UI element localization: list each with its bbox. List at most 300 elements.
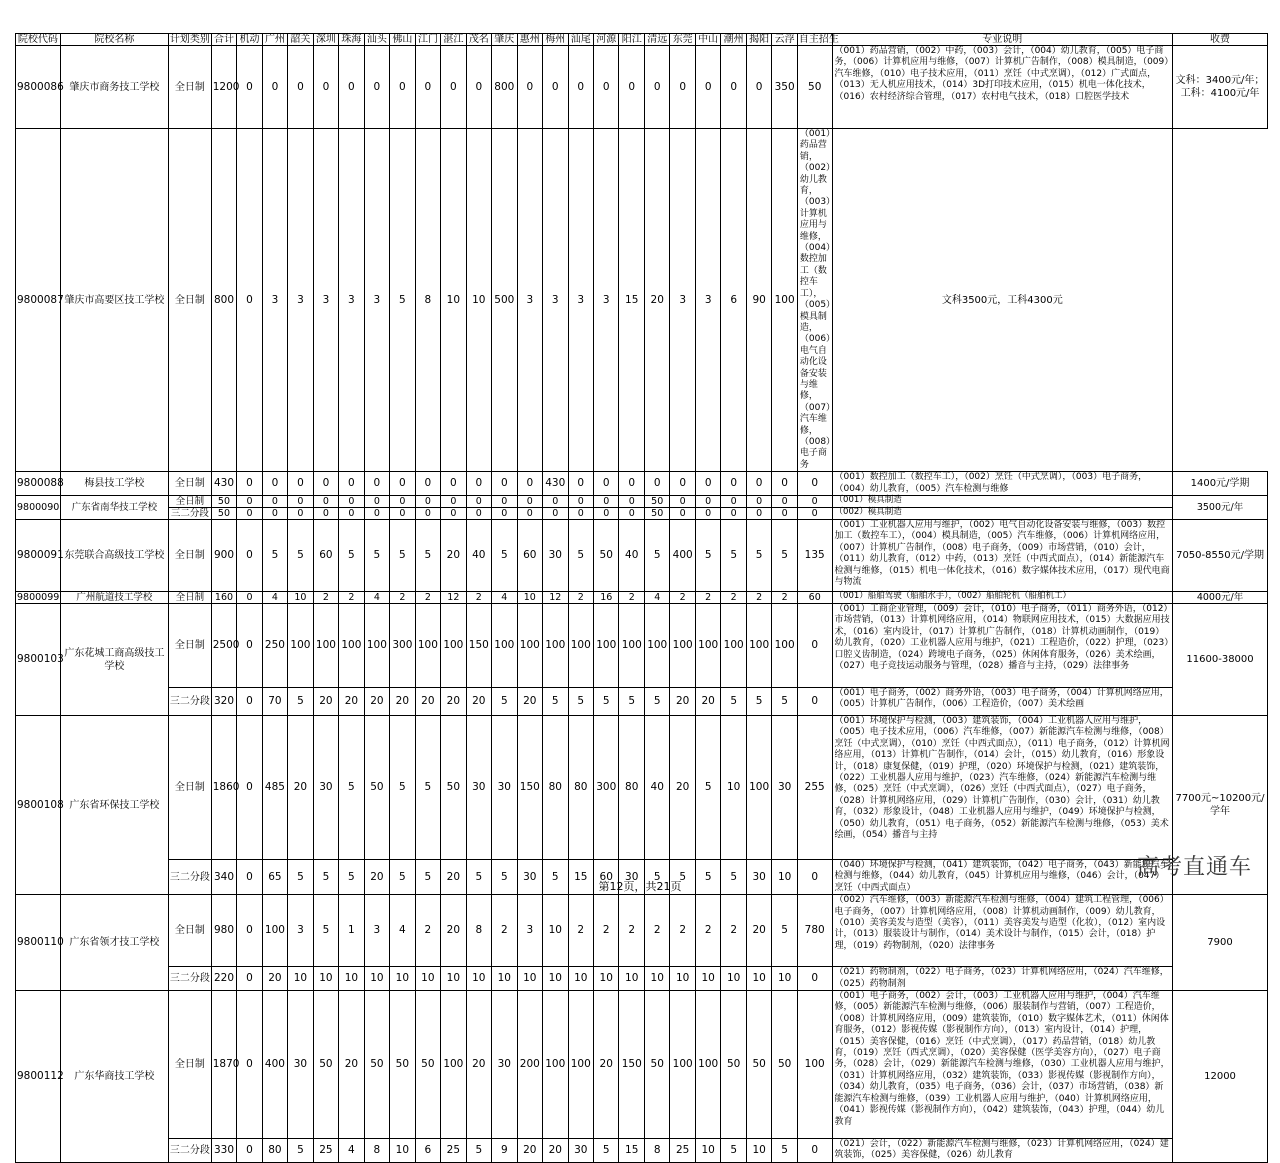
fee-cell: 7700元~10200元/学年	[1173, 716, 1268, 895]
quota-cell: 135	[797, 520, 832, 592]
quota-cell: 65	[262, 860, 287, 895]
quota-cell: 5	[746, 520, 771, 592]
quota-cell: 3	[313, 129, 338, 472]
table-row	[16, 508, 1268, 520]
quota-cell: 50	[746, 991, 771, 1139]
quota-cell: 0	[237, 967, 262, 991]
quota-cell: 0	[517, 508, 542, 520]
quota-cell: 100	[543, 604, 568, 688]
quota-cell: 30	[466, 716, 491, 860]
table-row	[16, 716, 1268, 860]
quota-cell: 15	[619, 129, 644, 472]
majors-cell: （001）电子商务，（002）会计，（003）工业机器人应用与维护，（004）汽车维修，（005）新能源汽车检测与维修，（006）服装制作与营销，（007）工程造价，（008）计算机网络应用，（009）建筑装饰，（010）数字媒体艺术，（011）休闲体育服务，（012）影视传媒（影视制作方向），（013）室内设计，（014）护理，（015）美容保健，（016）烹饪（中式烹调），（017）药品营销，（018）幼儿教育，（019）烹饪（西式烹调），（020）美容保健（医学美容方向），（027）电子商务，（028）会计，（029）新能源汽车检测与维修，（030）工业机器人应用与维护，（031）计算机网络应用，（032）建筑装饰，（033）影视传媒（影视制作方向），（034）幼儿教育，（035）电子商务，（036）会计，（037）市场营销，（038）新能源汽车检测与维修，（039）工业机器人应用与维护，（040）计算机网络应用，（041）影视传媒（影视制作方向），（042）建筑装饰，（043）护理，（044）幼儿教育	[832, 991, 1173, 1139]
table-row	[16, 895, 1268, 967]
quota-cell: 10	[594, 967, 619, 991]
plan-type-cell: 全日制	[168, 520, 211, 592]
quota-cell: 50	[644, 991, 669, 1139]
quota-cell: 30	[517, 860, 542, 895]
quota-cell: 20	[441, 895, 466, 967]
quota-cell: 0	[797, 508, 832, 520]
quota-cell: 100	[619, 604, 644, 688]
quota-cell: 0	[568, 46, 593, 129]
quota-cell: 10	[313, 967, 338, 991]
plan-type-cell: 全日制	[168, 604, 211, 688]
quota-cell: 0	[466, 496, 491, 508]
quota-cell: 60	[313, 520, 338, 592]
column-header: 梅州	[543, 34, 568, 46]
quota-cell: 0	[288, 508, 313, 520]
quota-cell: 2	[619, 895, 644, 967]
quota-cell: 100	[339, 604, 364, 688]
school-name-cell: 梅县技工学校	[60, 472, 168, 496]
school-code-cell: 9800088	[16, 472, 61, 496]
plan-type-cell: 三二分段	[168, 688, 211, 716]
quota-cell: 0	[721, 46, 746, 129]
quota-cell: 4	[644, 592, 669, 604]
quota-cell: 80	[543, 716, 568, 860]
quota-cell: 100	[543, 991, 568, 1139]
quota-cell: 0	[594, 472, 619, 496]
quota-cell: 60	[517, 520, 542, 592]
quota-cell: 5	[644, 520, 669, 592]
quota-cell: 150	[517, 716, 542, 860]
quota-cell: 5	[619, 688, 644, 716]
quota-cell: 3	[670, 129, 695, 472]
quota-cell: 5	[466, 1139, 491, 1163]
quota-cell: 5	[288, 860, 313, 895]
quota-cell: 1860	[211, 716, 236, 860]
quota-cell: 5	[390, 520, 415, 592]
quota-cell: 0	[721, 496, 746, 508]
column-header: 珠海	[339, 34, 364, 46]
quota-cell: 5	[772, 520, 797, 592]
fee-cell: 文科3500元，工科4300元	[832, 129, 1173, 472]
school-code-cell: 9800087	[16, 129, 61, 472]
quota-cell: 5	[721, 520, 746, 592]
quota-cell: 3	[339, 129, 364, 472]
quota-cell: 0	[390, 472, 415, 496]
quota-cell: 5	[772, 688, 797, 716]
column-header: 江门	[415, 34, 440, 46]
quota-cell: 5	[492, 860, 517, 895]
quota-cell: 0	[568, 508, 593, 520]
quota-cell: 20	[441, 520, 466, 592]
quota-cell: 0	[441, 46, 466, 129]
quota-cell: 10	[772, 967, 797, 991]
quota-cell: 8	[644, 1139, 669, 1163]
quota-cell: 100	[772, 604, 797, 688]
quota-cell: 100	[568, 604, 593, 688]
quota-cell: 10	[568, 967, 593, 991]
school-name-cell: 肇庆市高要区技工学校	[60, 129, 168, 472]
quota-cell: 0	[619, 496, 644, 508]
quota-cell: 50	[441, 716, 466, 860]
quota-cell: 0	[797, 688, 832, 716]
quota-cell: 0	[390, 508, 415, 520]
quota-cell: 0	[415, 46, 440, 129]
quota-cell: 5	[594, 688, 619, 716]
school-code-cell: 9800112	[16, 991, 61, 1163]
quota-cell: 20	[364, 860, 389, 895]
quota-cell: 4	[492, 592, 517, 604]
quota-cell: 5	[772, 895, 797, 967]
majors-cell: （001）药品营销，（002）中药，（003）会计，（004）幼儿教育，（005）电子商务，（006）计算机应用与维修，（007）计算机广告制作，（008）模具制造，（009）汽车维修，（010）电子技术应用，（011）烹饪（中式烹调），（012）广式面点，（013）无人机应用技术，（014）3D打印技术应用，（015）机电一体化技术，（016）农村经济综合管理，（017）农村电气技术，（018）口腔医学技术	[832, 46, 1173, 129]
quota-cell: 100	[492, 604, 517, 688]
quota-cell: 0	[517, 472, 542, 496]
quota-cell: 20	[288, 716, 313, 860]
school-code-cell: 9800110	[16, 895, 61, 991]
quota-cell: 20	[262, 967, 287, 991]
quota-cell: 300	[390, 604, 415, 688]
column-header: 清远	[644, 34, 669, 46]
quota-cell: 320	[211, 688, 236, 716]
quota-cell: 0	[517, 496, 542, 508]
table-row	[16, 46, 1268, 129]
quota-cell: 500	[492, 129, 517, 472]
quota-cell: 10	[517, 592, 542, 604]
column-header: 汕尾	[568, 34, 593, 46]
quota-cell: 430	[543, 472, 568, 496]
quota-cell: 5	[415, 716, 440, 860]
quota-cell: 100	[644, 604, 669, 688]
quota-cell: 0	[313, 46, 338, 129]
quota-cell: 1200	[211, 46, 236, 129]
majors-cell: （001）数控加工（数控车工），（002）烹饪（中式烹调），（003）电子商务，（004）幼儿教育，（005）汽车检测与维修	[832, 472, 1173, 496]
plan-type-cell: 全日制	[168, 895, 211, 967]
quota-cell: 50	[313, 991, 338, 1139]
quota-cell: 5	[313, 860, 338, 895]
fee-cell: 12000	[1173, 991, 1268, 1163]
fee-cell: 1400元/学期	[1173, 472, 1268, 496]
quota-cell: 0	[594, 46, 619, 129]
quota-cell: 0	[695, 472, 720, 496]
column-header: 佛山	[390, 34, 415, 46]
fee-cell: 11600-38000	[1173, 604, 1268, 716]
quota-cell: 10	[364, 967, 389, 991]
quota-cell: 9	[492, 1139, 517, 1163]
quota-cell: 5	[746, 688, 771, 716]
quota-cell: 100	[670, 991, 695, 1139]
quota-cell: 80	[619, 716, 644, 860]
quota-cell: 2	[568, 895, 593, 967]
quota-cell: 20	[339, 688, 364, 716]
quota-cell: 0	[644, 46, 669, 129]
quota-cell: 0	[313, 496, 338, 508]
column-header: 院校代码	[16, 34, 61, 46]
quota-cell: 5	[568, 688, 593, 716]
quota-cell: 0	[237, 129, 262, 472]
quota-cell: 5	[670, 860, 695, 895]
column-header: 湛江	[441, 34, 466, 46]
quota-cell: 0	[517, 46, 542, 129]
quota-cell: 330	[211, 1139, 236, 1163]
quota-cell: 10	[415, 967, 440, 991]
quota-cell: 20	[364, 688, 389, 716]
quota-cell: 4	[364, 592, 389, 604]
quota-cell: 10	[619, 967, 644, 991]
quota-cell: 0	[237, 592, 262, 604]
quota-cell: 2500	[211, 604, 236, 688]
quota-cell: 50	[594, 520, 619, 592]
school-code-cell: 9800103	[16, 604, 61, 716]
school-name-cell: 广东省领才技工学校	[60, 895, 168, 991]
quota-cell: 0	[237, 604, 262, 688]
column-header: 院校名称	[60, 34, 168, 46]
quota-cell: 0	[237, 991, 262, 1139]
quota-cell: 30	[543, 520, 568, 592]
plan-type-cell: 三二分段	[168, 967, 211, 991]
quota-cell: 200	[517, 991, 542, 1139]
quota-cell: 100	[441, 991, 466, 1139]
column-header: 合计	[211, 34, 236, 46]
quota-cell: 10	[746, 967, 771, 991]
quota-cell: 5	[466, 860, 491, 895]
quota-cell: 2	[390, 592, 415, 604]
quota-cell: 2	[568, 592, 593, 604]
quota-cell: 10	[390, 1139, 415, 1163]
quota-cell: 60	[797, 592, 832, 604]
quota-cell: 0	[237, 46, 262, 129]
quota-cell: 5	[695, 716, 720, 860]
quota-cell: 0	[339, 46, 364, 129]
quota-cell: 50	[364, 716, 389, 860]
quota-cell: 15	[619, 1139, 644, 1163]
quota-cell: 5	[262, 520, 287, 592]
plan-type-cell: 全日制	[168, 991, 211, 1139]
majors-cell: （002）汽车维修，（003）新能源汽车检测与维修，（004）建筑工程管理，（006）电子商务，（007）计算机网络应用，（008）计算机动画制作，（009）幼儿教育，（010）美容美发与造型（美容），（011）美容美发与造型（化妆），（012）室内设计，（013）服装设计与制作，（014）美术设计与制作，（015）会计，（018）护理，（019）药物制剂，（020）法律事务	[832, 895, 1173, 967]
enrollment-plan-table	[15, 33, 1268, 1163]
quota-cell: 0	[237, 496, 262, 508]
column-header: 惠州	[517, 34, 542, 46]
quota-cell: 10	[670, 967, 695, 991]
quota-cell: 50	[772, 991, 797, 1139]
quota-cell: 0	[339, 496, 364, 508]
quota-cell: 0	[492, 496, 517, 508]
quota-cell: 0	[670, 46, 695, 129]
school-code-cell: 9800099	[17, 592, 60, 603]
quota-cell: 5	[695, 520, 720, 592]
majors-cell: （001）模具制造	[832, 496, 1173, 508]
quota-cell: 0	[568, 496, 593, 508]
school-code-cell: 9800091	[16, 520, 61, 592]
quota-cell: 0	[339, 508, 364, 520]
quota-cell: 0	[288, 46, 313, 129]
quota-cell: 0	[746, 508, 771, 520]
quota-cell: 0	[670, 472, 695, 496]
fee-cell: 文科：3400元/年；工科：4100元/年	[1173, 46, 1268, 129]
school-name-cell: 广东省环保技工学校	[60, 716, 168, 895]
quota-cell: 20	[746, 895, 771, 967]
table-body	[16, 46, 1268, 1163]
quota-cell: 5	[415, 860, 440, 895]
column-header: 专业说明	[832, 34, 1173, 46]
table-row	[16, 592, 1268, 604]
quota-cell: 30	[492, 716, 517, 860]
quota-cell: 0	[797, 1139, 832, 1163]
quota-cell: 2	[594, 895, 619, 967]
quota-cell: 10	[390, 967, 415, 991]
quota-cell: 485	[262, 716, 287, 860]
quota-cell: 0	[288, 496, 313, 508]
plan-type-cell: 全日制	[168, 592, 211, 604]
quota-cell: 0	[288, 472, 313, 496]
quota-cell: 0	[390, 496, 415, 508]
quota-cell: 10	[695, 967, 720, 991]
quota-cell: 3	[262, 129, 287, 472]
quota-cell: 100	[288, 604, 313, 688]
quota-cell: 10	[441, 129, 466, 472]
quota-cell: 20	[670, 716, 695, 860]
quota-cell: 20	[695, 688, 720, 716]
quota-cell: 400	[670, 520, 695, 592]
quota-cell: 20	[466, 688, 491, 716]
quota-cell: 50	[390, 991, 415, 1139]
quota-cell: 250	[262, 604, 287, 688]
quota-cell: 5	[543, 860, 568, 895]
quota-cell: 100	[746, 716, 771, 860]
school-code-cell: 9800086	[16, 46, 61, 129]
quota-cell: 20	[517, 688, 542, 716]
quota-cell: 100	[313, 604, 338, 688]
quota-cell: 50	[211, 508, 236, 520]
quota-cell: 0	[313, 508, 338, 520]
quota-cell: 0	[262, 508, 287, 520]
quota-cell: 5	[339, 860, 364, 895]
school-code-cell: 9800090	[16, 496, 61, 520]
quota-cell: 0	[364, 496, 389, 508]
column-header: 河源	[594, 34, 619, 46]
quota-cell: 100	[262, 895, 287, 967]
quota-cell: 5	[721, 1139, 746, 1163]
quota-cell: 6	[721, 129, 746, 472]
column-header: 自主招生	[798, 34, 839, 45]
table-row	[16, 967, 1268, 991]
majors-cell: （001）工业机器人应用与维护，（002）电气自动化设备安装与维修，（003）数控加工（数控车工），（004）模具制造，（005）汽车维修，（006）计算机网络应用，（007）计算机广告制作，（008）电子商务，（009）市场营销，（010）会计，（011）幼儿教育，（012）中药，（013）烹饪（中西式面点），（014）新能源汽车检测与维修，（015）机电一体化技术，（016）数字媒体技术应用，（017）现代电商与物流	[832, 520, 1173, 592]
column-header: 收费	[1173, 34, 1268, 46]
quota-cell: 100	[746, 604, 771, 688]
quota-cell: 3	[517, 129, 542, 472]
quota-cell: 40	[644, 716, 669, 860]
quota-cell: 5	[721, 688, 746, 716]
quota-cell: 3	[517, 895, 542, 967]
quota-cell: 5	[390, 716, 415, 860]
quota-cell: 0	[746, 496, 771, 508]
quota-cell: 0	[237, 716, 262, 860]
quota-cell: 0	[415, 508, 440, 520]
quota-cell: 80	[262, 1139, 287, 1163]
quota-cell: 25	[441, 1139, 466, 1163]
column-header: 东莞	[670, 34, 695, 46]
quota-cell: 10	[466, 967, 491, 991]
table-row	[16, 991, 1268, 1139]
quota-cell: 5	[339, 520, 364, 592]
quota-cell: 340	[211, 860, 236, 895]
quota-cell: 0	[313, 472, 338, 496]
quota-cell: 20	[415, 688, 440, 716]
quota-cell: 0	[746, 46, 771, 129]
quota-cell: 20	[517, 1139, 542, 1163]
quota-cell: 80	[568, 716, 593, 860]
quota-cell: 1	[339, 895, 364, 967]
quota-cell: 5	[339, 716, 364, 860]
watermark-text: 高考直通车	[1136, 855, 1252, 880]
quota-cell: 30	[313, 716, 338, 860]
quota-cell: 0	[237, 688, 262, 716]
quota-cell: 0	[441, 496, 466, 508]
school-name-cell: 广东省南华技工学校	[60, 496, 168, 520]
quota-cell: 0	[797, 604, 832, 688]
column-header: 潮州	[721, 34, 746, 46]
quota-cell: 16	[594, 592, 619, 604]
column-header: 云浮	[772, 34, 797, 46]
quota-cell: 0	[772, 496, 797, 508]
quota-cell: 50	[721, 991, 746, 1139]
quota-cell: 20	[466, 991, 491, 1139]
quota-cell: 0	[492, 508, 517, 520]
quota-cell: 3	[568, 129, 593, 472]
quota-cell: 10	[288, 592, 313, 604]
quota-cell: 0	[441, 508, 466, 520]
school-name-cell: 广州航道技工学校	[60, 592, 168, 604]
quota-cell: 10	[492, 967, 517, 991]
quota-cell: 0	[237, 508, 262, 520]
plan-type-cell: 全日制	[168, 496, 211, 508]
quota-cell: 25	[670, 1139, 695, 1163]
quota-cell: 0	[695, 496, 720, 508]
quota-cell: 0	[262, 472, 287, 496]
quota-cell: 4	[339, 1139, 364, 1163]
quota-cell: 5	[288, 1139, 313, 1163]
quota-cell: 10	[466, 129, 491, 472]
quota-cell: 30	[568, 1139, 593, 1163]
table-row	[16, 520, 1268, 592]
quota-cell: 0	[390, 46, 415, 129]
quota-cell: 2	[313, 592, 338, 604]
quota-cell: 0	[466, 46, 491, 129]
quota-cell: 70	[262, 688, 287, 716]
quota-cell: 0	[644, 472, 669, 496]
quota-cell: 2	[721, 895, 746, 967]
quota-cell: 50	[415, 991, 440, 1139]
quota-cell: 5	[313, 895, 338, 967]
quota-cell: 10	[772, 860, 797, 895]
quota-cell: 255	[797, 716, 832, 860]
quota-cell: 1870	[211, 991, 236, 1139]
table-row	[16, 604, 1268, 688]
majors-cell: （021）会计，（022）新能源汽车检测与维修，（023）计算机网络应用，（024）建筑装饰，（025）美容保健，（026）幼儿教育	[832, 1139, 1173, 1163]
column-header: 揭阳	[746, 34, 771, 46]
quota-cell: 12	[441, 592, 466, 604]
quota-cell: 0	[441, 472, 466, 496]
quota-cell: 10	[721, 967, 746, 991]
quota-cell: 60	[594, 860, 619, 895]
quota-cell: 980	[211, 895, 236, 967]
column-header: 汕头	[364, 34, 389, 46]
fee-cell: 3500元/年	[1173, 496, 1268, 520]
quota-cell: 5	[772, 1139, 797, 1163]
quota-cell: 0	[237, 1139, 262, 1163]
quota-cell: 100	[772, 129, 797, 472]
column-header: 中山	[695, 34, 720, 46]
majors-cell: （001）电子商务，（002）商务外语，（003）电子商务，（004）计算机网络应用，（005）计算机广告制作，（006）工程造价，（007）美术绘画	[832, 688, 1173, 716]
quota-cell: 0	[364, 472, 389, 496]
fee-cell: 4000元/年	[1173, 592, 1268, 604]
quota-cell: 40	[466, 520, 491, 592]
quota-cell: 3	[364, 129, 389, 472]
quota-cell: 4	[262, 592, 287, 604]
fee-cell: 7050-8550元/学期	[1173, 520, 1268, 592]
quota-cell: 0	[670, 496, 695, 508]
